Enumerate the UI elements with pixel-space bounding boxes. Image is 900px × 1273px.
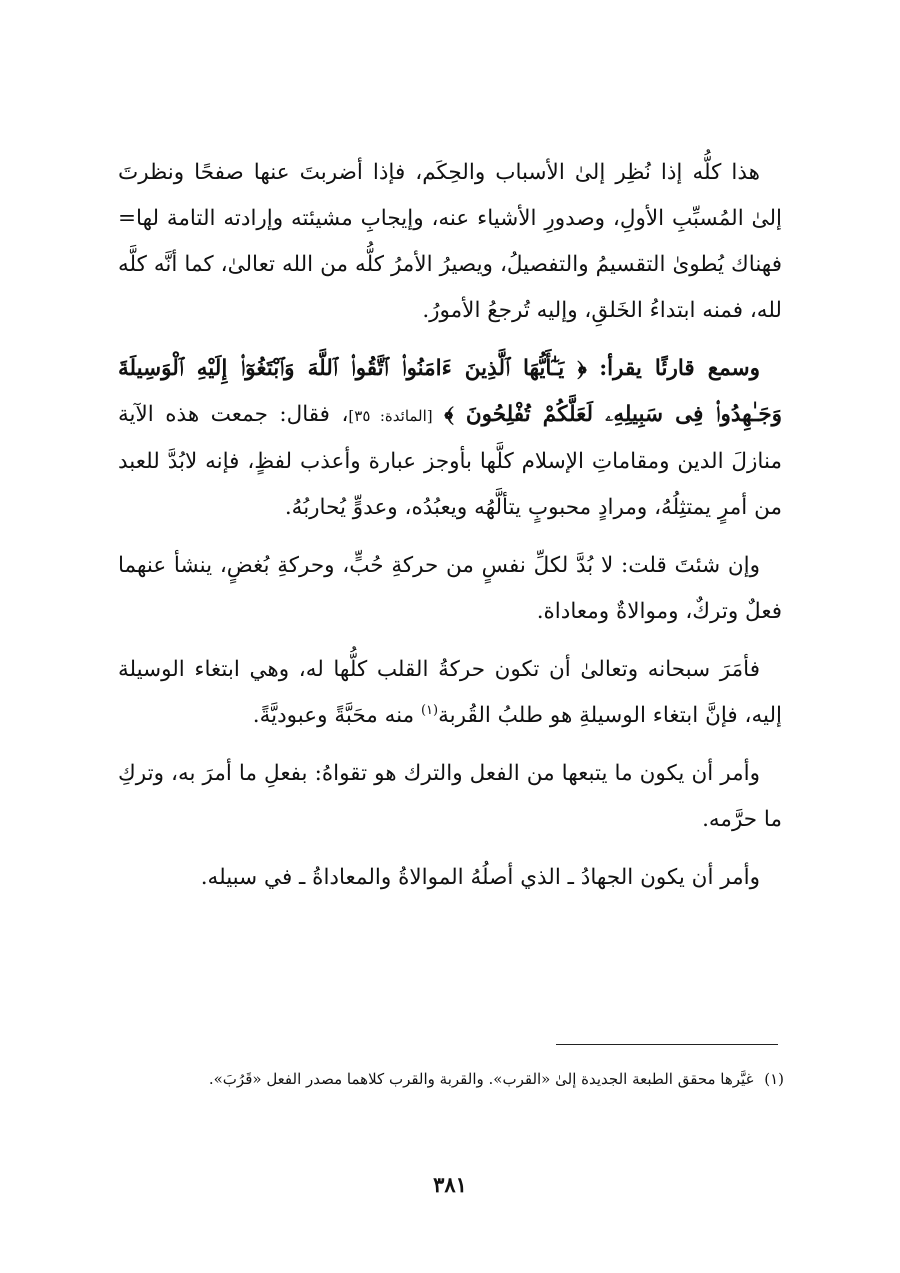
paragraph-4 <box>118 647 782 739</box>
paragraph-3: وإن شئتَ قلت: لا بُدَّ لكلِّ نفسٍ من حركةِ حُبٍّ، وحركةِ بُغضٍ، ينشأ عنهما فعلٌ وتركٌ، وموالاةٌ ومعاداة. <box>118 553 782 624</box>
footnote-text: غيَّرها محقق الطبعة الجديدة إلىٰ «القرب». والقربة والقرب كلاهما مصدر الفعل «قَرُبَ». <box>208 1070 754 1088</box>
footnote-divider <box>556 1044 778 1045</box>
verse-reference: [المائدة: ٣٥] <box>348 407 433 425</box>
footnote <box>118 1064 784 1094</box>
paragraph-5: وأمر أن يكون ما يتبعها من الفعل والترك هو تقواهُ: بفعلِ ما أمرَ به، وتركِ ما حرَّمه. <box>118 761 782 832</box>
paragraph-4-text-after: منه محَبَّةً وعبوديَّةً. <box>252 703 421 728</box>
paragraph-2-lead: وسمع قارئًا يقرأ: <box>599 356 760 381</box>
paragraph-2 <box>118 346 782 531</box>
paragraph-2-text: ، فقال: جمعت هذه الآية منازلَ الدين ومقاماتِ الإسلام كلَّها بأوجز عبارة وأعذب لفظٍ، فإنه لابُدَّ للعبد من أمرٍ يمتثِلُهُ، ومرادٍ محبوبٍ يتألَّهُه ويعبُدُه، وعدوٍّ يُحاربُهُ. <box>118 402 782 520</box>
page-number: ٣٨١ <box>433 1172 467 1197</box>
footnote-reference[interactable]: (١) <box>420 702 439 718</box>
paragraph-1: هذا كلُّه إذا نُظِر إلىٰ الأسباب والحِكَم، فإذا أضربتَ عنها صفحًا ونظرتَ إلىٰ المُسبِّبِ الأولِ، وصدورِ الأشياء عنه، وإيجابِ مشيئته وإرادته التامة لها= فهناك يُطوىٰ التقسيمُ والتفصيلُ، ويصيرُ الأمرُ كلُّه من الله تعالىٰ، كما أنَّه كلَّه لله، فمنه ابتداءُ الخَلقِ، وإليه تُرجعُ الأمورُ. <box>118 160 782 323</box>
paragraph-4-text: فأمَرَ سبحانه وتعالىٰ أن تكون حركةُ القلب كلُّها له، وهي ابتغاء الوسيلة إليه، فإنَّ ابتغاء الوسيلةِ هو طلبُ القُربة <box>118 657 782 728</box>
quran-verse: ﴿ يَـٰٓأَيُّهَا ٱلَّذِينَ ءَامَنُوا۟ ٱتَّقُوا۟ ٱللَّهَ وَٱبْتَغُوٓا۟ إِلَيْهِ ٱلْوَسِيلَةَ وَجَـٰهِدُوا۟ فِى سَبِيلِهِۦ لَعَلَّكُمْ تُفْلِحُونَ ﴾ <box>118 356 783 427</box>
main-text <box>118 150 782 913</box>
footnote-number: (١) <box>764 1070 784 1088</box>
paragraph-6: وأمر أن يكون الجهادُ ـ الذي أصلُهُ الموالاةُ والمعاداةُ ـ في سبيله. <box>200 865 760 890</box>
